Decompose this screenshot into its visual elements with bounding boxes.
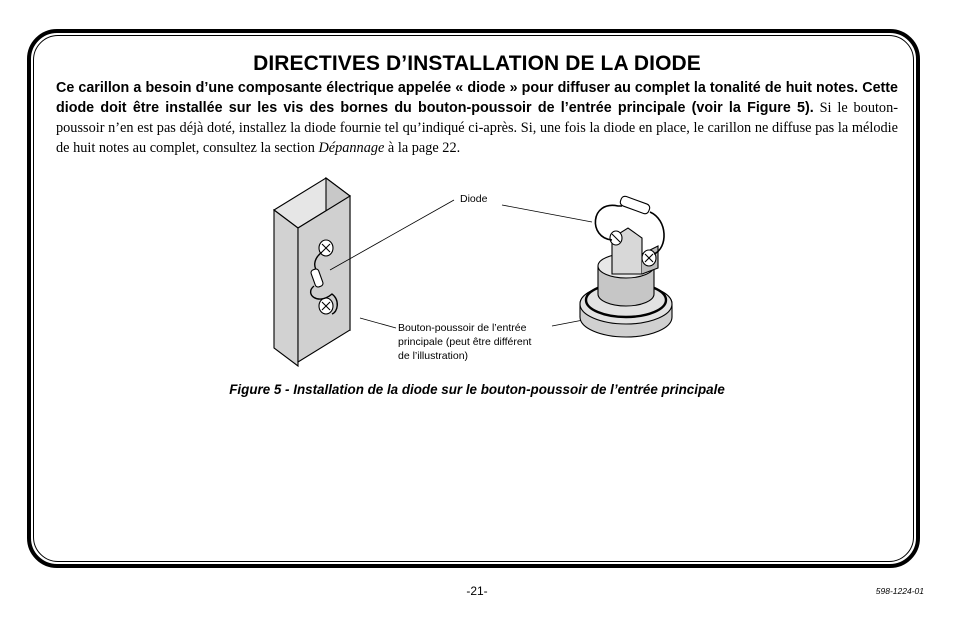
leader-lines: [330, 200, 604, 328]
intro-italic-text: Dépannage: [318, 140, 385, 156]
intro-normal-text-2: à la page 22.: [384, 140, 461, 156]
page-title: DIRECTIVES D’INSTALLATION DE LA DIODE: [253, 52, 701, 75]
label-button-line-2: principale (peut être différent: [398, 336, 532, 348]
intro-italic-wrapper: [318, 140, 384, 156]
page-number: -21-: [466, 584, 488, 598]
doorbell-button-drawing: [580, 228, 672, 337]
intro-bold-text: Ce carillon a besoin d’une composante électrique appelée « diode » pour diffuser au complet la tonalité de huit notes. Cette diode doit être installée sur les vis des bornes du bouton-poussoir de l’entrée principale (voir la Figure 5).: [56, 80, 898, 116]
label-diode: Diode: [460, 193, 488, 205]
figure-caption: Figure 5 - Installation de la diode sur le bouton-poussoir de l’entrée principale: [229, 382, 725, 397]
document-code: 598-1224-01: [875, 586, 924, 596]
label-button-line-3: de l’illustration): [398, 350, 469, 362]
intro-paragraph: [56, 78, 898, 158]
label-button-line-1: Bouton-poussoir de l’entrée: [398, 322, 527, 334]
intro-normal-text-1: Si le bouton-poussoir n’en est pas déjà doté, installez la diode fournie tel qu’indiqué ci-après. Si, une fois la diode en place, le carillon ne diffuse pas la mélodie de huit notes au complet, consultez la section: [56, 100, 898, 156]
